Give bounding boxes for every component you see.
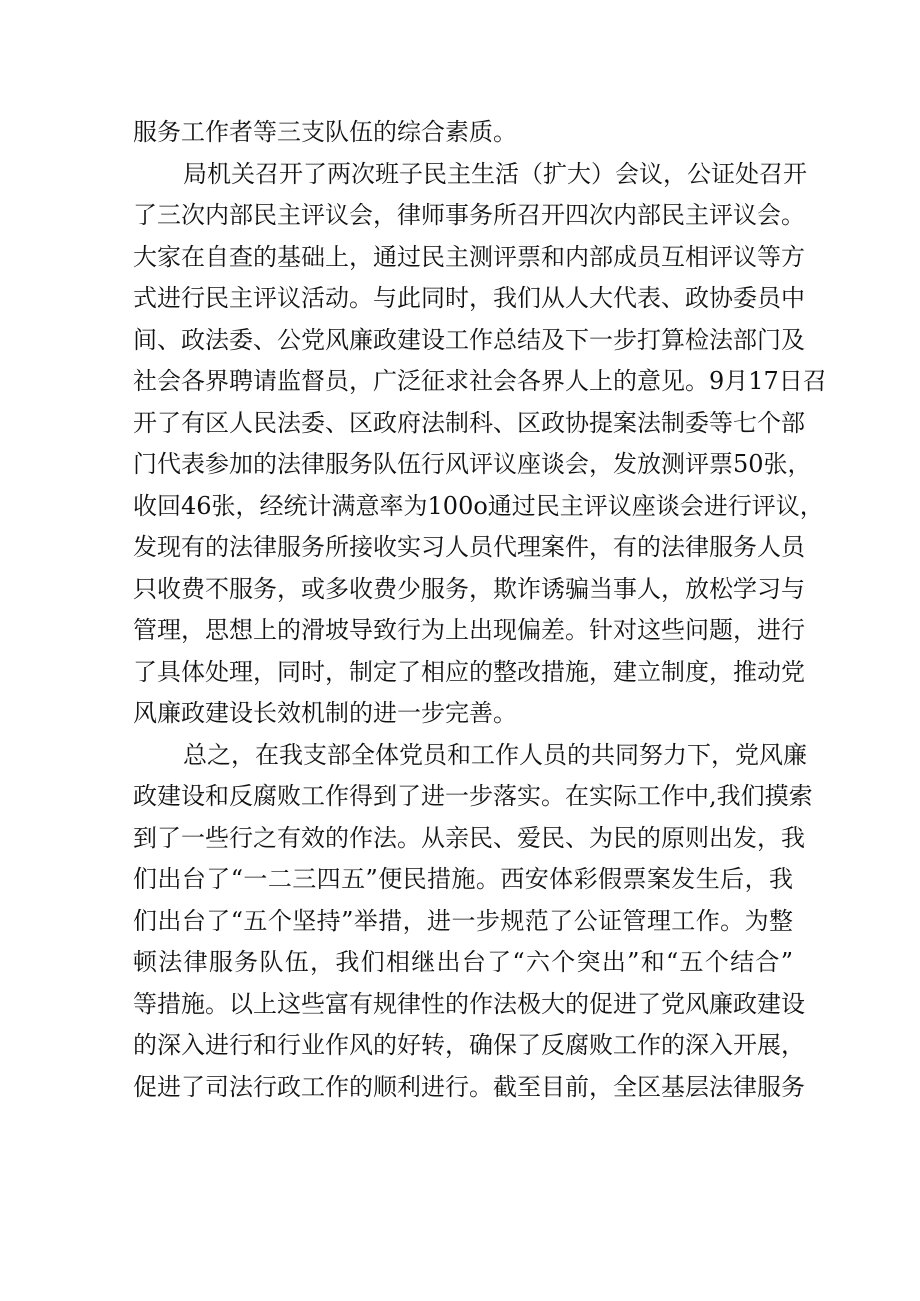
text-line: 门代表参加的法律服务队伍行风评议座谈会，发放测评票50张， (133, 450, 812, 478)
text-line: 间、政法委、公党风廉政建设工作总结及下一步打算检法部门及 (133, 325, 805, 354)
text-line: 了具体处理，同时，制定了相应的整改措施，建立制度，推动党 (133, 657, 805, 686)
text-line: 们出台了“一二三四五”便民措施。西安体彩假票案发生后，我 (133, 865, 793, 893)
text-line: 风廉政建设长效机制的进一步完善。 (133, 699, 517, 727)
text-line: 到了一些行之有效的作法。从亲民、爱民、为民的原则出发，我 (133, 823, 805, 852)
body-text (133, 112, 827, 1108)
text-line: 政建设和反腐败工作得到了进一步落实。在实际工作中,我们摸索 (133, 782, 813, 810)
text-line: 收回46张，经统计满意率为100o通过民主评议座谈会进行评议， (133, 491, 824, 520)
text-line: 总之，在我支部全体党员和工作人员的共同努力下，党风廉 (183, 740, 807, 769)
text-line: 开了有区人民法委、区政府法制科、区政协提案法制委等七个部 (133, 408, 805, 437)
text-line: 局机关召开了两次班子民主生活（扩大）会议，公证处召开 (183, 159, 807, 188)
text-line: 等措施。以上这些富有规律性的作法极大的促进了党风廉政建设 (133, 989, 805, 1018)
text-line: 了三次内部民主评议会，律师事务所召开四次内部民主评议会。 (133, 201, 805, 229)
text-line: 管理，思想上的滑坡导致行为上出现偏差。针对这些问题，进行 (133, 616, 805, 644)
text-line: 服务工作者等三支队伍的综合素质。 (133, 118, 517, 146)
text-line: 促进了司法行政工作的顺利进行。截至目前，全区基层法律服务 (133, 1072, 805, 1101)
text-line: 式进行民主评议活动。与此同时，我们从人大代表、政协委员中 (133, 284, 805, 312)
text-line: 的深入进行和行业作风的好转，确保了反腐败工作的深入开展， (133, 1031, 805, 1059)
text-line: 社会各界聘请监督员，广泛征求社会各界人上的意见。9月17日召 (133, 367, 827, 395)
text-line: 们出台了“五个坚持”举措，进一步规范了公证管理工作。为整 (133, 906, 793, 935)
text-line: 大家在自查的基础上，通过民主测评票和内部成员互相评议等方 (133, 242, 805, 271)
text-line: 顿法律服务队伍，我们相继出台了“六个突出”和“五个结合” (133, 948, 793, 976)
text-line: 只收费不服务，或多收费少服务，欺诈诱骗当事人，放松学习与 (133, 574, 805, 603)
text-line: 发现有的法律服务所接收实习人员代理案件，有的法律服务人员 (133, 533, 805, 561)
